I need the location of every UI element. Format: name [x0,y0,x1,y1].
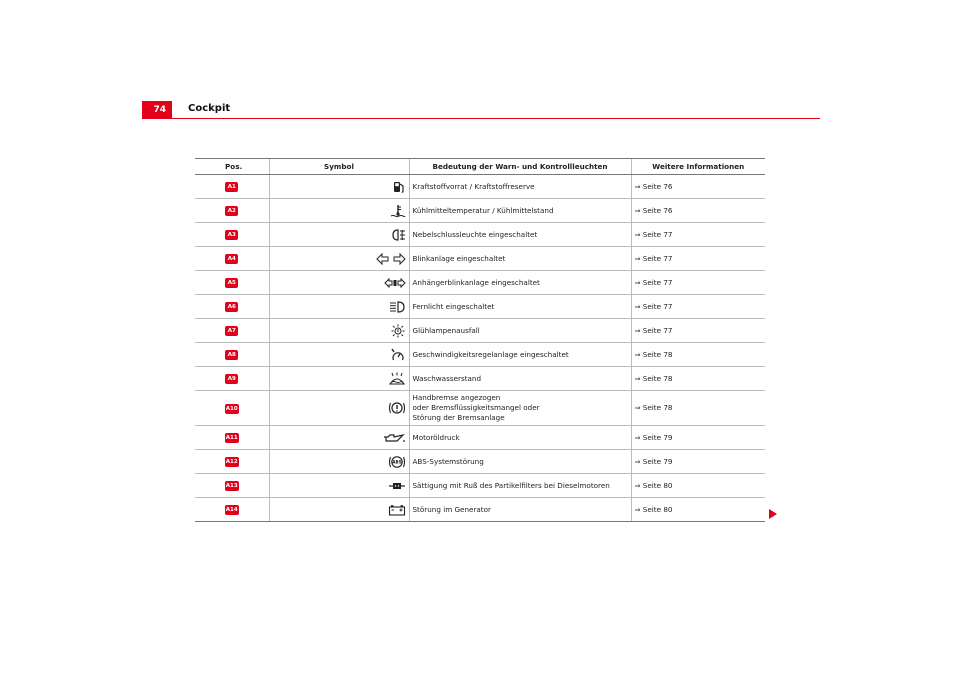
rear-fog-light-icon [390,230,406,239]
meaning-cell: Motoröldruck [409,426,631,450]
header-info: Weitere Informationen [631,159,765,175]
table-row [195,426,765,450]
table-row [195,367,765,391]
position-badge: A12 [225,459,238,465]
position-badge: A5 [225,278,238,288]
turn-signal-icon [376,254,406,263]
table-row [195,247,765,271]
table-row [195,343,765,367]
table-row [195,295,765,319]
reference-cell: ⇒ Seite 79 [631,450,765,474]
next-page-arrow-icon[interactable] [769,509,777,519]
meaning-cell: ABS-Systemstörung [409,450,631,474]
meaning-cell: Störung im Generator [409,498,631,522]
reference-cell: ⇒ Seite 80 [631,498,765,522]
position-badge: A6 [225,302,238,312]
meaning-cell: Waschwasserstand [409,367,631,391]
position-badge: A10 [225,405,238,412]
meaning-line: Handbremse angezogen [412,393,501,402]
reference-cell: ⇒ Seite 78 [631,343,765,367]
title-divider [142,118,820,119]
reference-cell: ⇒ Seite 77 [631,223,765,247]
warning-lights-table [195,158,765,522]
bulb-failure-icon [390,326,406,335]
header-pos: Pos. [195,159,269,175]
meaning-cell: Fernlicht eingeschaltet [409,295,631,319]
page-number: 74 [142,101,172,118]
position-badge: A3 [225,230,238,240]
table-row [195,319,765,343]
page-title: Cockpit [188,103,231,114]
meaning-cell: Nebelschlussleuchte eingeschaltet [409,223,631,247]
position-badge: A1 [225,182,238,192]
particle-filter-icon [388,481,406,490]
reference-cell: ⇒ Seite 80 [631,474,765,498]
table-row [195,474,765,498]
position-badge: A11 [225,435,238,441]
meaning-cell: Blinkanlage eingeschaltet [409,247,631,271]
meaning-cell: Sättigung mit Ruß des Partikelfilters bei Dieselmotoren [409,474,631,498]
position-badge: A7 [225,326,238,336]
position-badge: A14 [225,507,238,513]
reference-cell: ⇒ Seite 78 [631,367,765,391]
oil-pressure-icon [382,433,406,442]
table-header-row [195,159,765,175]
position-badge: A9 [225,374,238,384]
coolant-temperature-icon [390,206,406,215]
brake-warning-icon [388,403,406,412]
header-meaning: Bedeutung der Warn- und Kontrollleuchten [409,159,631,175]
reference-cell: ⇒ Seite 77 [631,295,765,319]
reference-cell: ⇒ Seite 76 [631,175,765,199]
battery-icon [388,505,406,514]
meaning-cell: Geschwindigkeitsregelanlage eingeschaltet [409,343,631,367]
table-row [195,199,765,223]
table-row [195,498,765,522]
table-row [195,223,765,247]
table-row [195,271,765,295]
trailer-turn-signal-icon [384,278,406,287]
header-symbol: Symbol [269,159,409,175]
meaning-cell: Anhängerblinkanlage eingeschaltet [409,271,631,295]
washer-fluid-icon [388,374,406,383]
table-row [195,391,765,426]
meaning-cell: Kühlmitteltemperatur / Kühlmittelstand [409,199,631,223]
cruise-control-icon [390,350,406,359]
reference-cell: ⇒ Seite 76 [631,199,765,223]
table-row [195,450,765,474]
meaning-line: Störung der Bremsanlage [412,413,505,422]
meaning-line: oder Bremsflüssigkeitsmangel oder [412,403,540,412]
meaning-cell [409,391,631,426]
abs-icon [388,457,406,466]
abs-icon-label: ABS [391,459,402,465]
position-badge: A8 [225,350,238,360]
position-badge: A13 [225,483,238,489]
position-badge: A2 [225,206,238,216]
meaning-cell: Glühlampenausfall [409,319,631,343]
fuel-pump-icon [392,182,406,191]
reference-cell: ⇒ Seite 78 [631,391,765,426]
high-beam-icon [388,302,406,311]
reference-cell: ⇒ Seite 77 [631,271,765,295]
reference-cell: ⇒ Seite 77 [631,319,765,343]
table-row [195,175,765,199]
meaning-cell: Kraftstoffvorrat / Kraftstoffreserve [409,175,631,199]
reference-cell: ⇒ Seite 77 [631,247,765,271]
reference-cell: ⇒ Seite 79 [631,426,765,450]
position-badge: A4 [225,254,238,264]
